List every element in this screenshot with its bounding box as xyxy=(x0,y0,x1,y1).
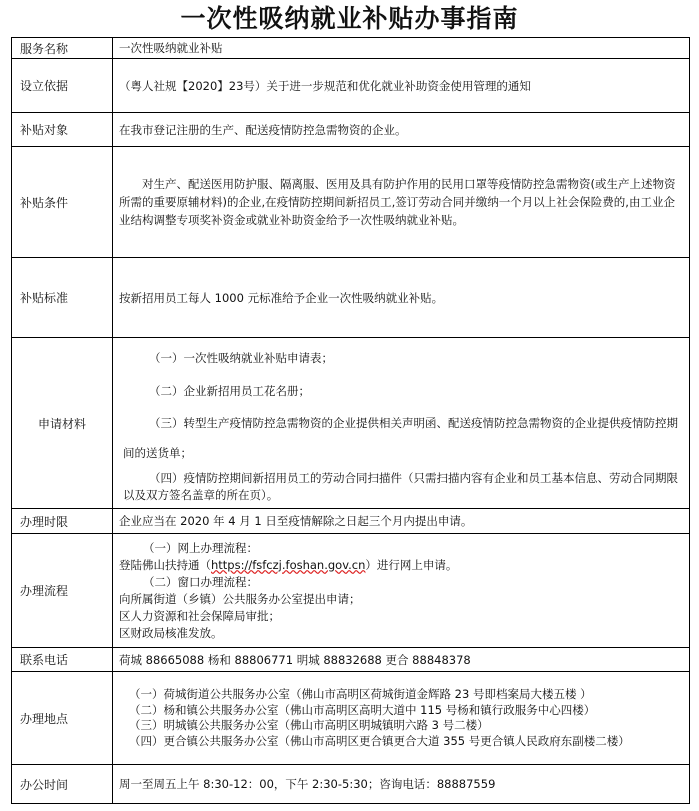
table-row xyxy=(12,338,690,509)
conditions-value: 对生产、配送医用防护服、隔离服、医用及具有防护作用的民用口罩等疫情防控急需物资(或生产上述物资所需的重要原辅材料)的企业,在疫情防控期间新招员工,签订劳动合同并缴纳一个月以上社会保险费的,由工业企业结构调整专项奖补资金或就业补助资金给予一次性吸纳就业补贴。 xyxy=(113,147,690,258)
materials-list xyxy=(113,338,690,509)
list-item: （三）明城镇公共服务办公室（佛山市高明区明城镇明六路 3 号二楼） xyxy=(129,718,489,732)
row-label: 办公时间 xyxy=(12,765,113,804)
online-prefix: 登陆佛山扶持通（ xyxy=(119,557,211,572)
table-row xyxy=(12,672,690,765)
list-item: 向所属街道（乡镇）公共服务办公室提出申请； xyxy=(119,591,361,606)
standard-value: 按新招用员工每人 1000 元标准给予企业一次性吸纳就业补贴。 xyxy=(113,258,690,338)
row-label: 补贴条件 xyxy=(12,147,113,258)
list-item: （一）荷城街道公共服务办公室（佛山市高明区荷城街道金辉路 23 号即档案局大楼五楼 ） xyxy=(129,687,592,701)
list-item: 区财政局核准发放。 xyxy=(119,625,223,640)
list-item: （二）企业新招用员工花名册； xyxy=(149,384,310,398)
row-label: 联系电话 xyxy=(12,648,113,672)
row-label: 办理地点 xyxy=(12,672,113,765)
online-title: （一）网上办理流程： xyxy=(143,540,258,555)
table-row xyxy=(12,258,690,338)
list-item: （一）一次性吸纳就业补贴申请表； xyxy=(149,351,333,365)
list-item: 区人力资源和社会保障局审批； xyxy=(119,608,280,623)
service-name-value: 一次性吸纳就业补贴 xyxy=(113,38,690,59)
row-label: 补贴标准 xyxy=(12,258,113,338)
table-row xyxy=(12,648,690,672)
row-label: 办理时限 xyxy=(12,509,113,534)
target-value: 在我市登记注册的生产、配送疫情防控急需物资的企业。 xyxy=(113,113,690,147)
hours-value: 周一至周五上午 8:30-12：00，下午 2:30-5:30；咨询电话：88887559 xyxy=(113,765,690,804)
row-label: 设立依据 xyxy=(12,59,113,113)
table-row xyxy=(12,147,690,258)
page-title: 一次性吸纳就业补贴办事指南 xyxy=(180,4,519,33)
list-item: （二）杨和镇公共服务办公室（佛山市高明区高明大道中 115 号杨和镇行政服务中心四楼） xyxy=(129,702,596,717)
table-row xyxy=(12,765,690,804)
phone-value: 荷城 88665088 杨和 88806771 明城 88832688 更合 88848378 xyxy=(113,648,690,672)
offline-title: （二）窗口办理流程： xyxy=(143,574,258,589)
list-item: （三）转型生产疫情防控急需物资的企业提供相关声明函、配送疫情防控急需物资的企业提供疫情防控期间的送货单； xyxy=(123,416,678,460)
table-row xyxy=(12,59,690,113)
basis-value: （粤人社规【2020】23号）关于进一步规范和优化就业补助资金使用管理的通知 xyxy=(113,59,690,113)
row-label: 申请材料 xyxy=(12,338,113,509)
time-limit-value: 企业应当在 2020 年 4 月 1 日至疫情解除之日起三个月内提出申请。 xyxy=(113,509,690,534)
website-link[interactable]: https://fsfczj.foshan.gov.cn xyxy=(211,557,366,572)
table-row xyxy=(12,38,690,59)
list-item: （四）疫情防控期间新招用员工的劳动合同扫描件（只需扫描内容有企业和员工基本信息、劳动合同期限以及双方签名盖章的所在页）。 xyxy=(123,471,678,502)
address-list xyxy=(113,672,690,765)
guide-table xyxy=(11,37,690,804)
list-item: （四）更合镇公共服务办公室（佛山市高明区更合镇更合大道 355 号更合镇人民政府东副楼二楼） xyxy=(129,733,630,748)
online-suffix: ）进行网上申请。 xyxy=(365,557,458,572)
table-row xyxy=(12,509,690,534)
table-row xyxy=(12,534,690,648)
row-label: 补贴对象 xyxy=(12,113,113,147)
process-steps xyxy=(113,534,690,648)
table-row xyxy=(12,113,690,147)
row-label: 服务名称 xyxy=(12,38,113,59)
online-step xyxy=(119,557,685,574)
row-label: 办理流程 xyxy=(12,534,113,648)
